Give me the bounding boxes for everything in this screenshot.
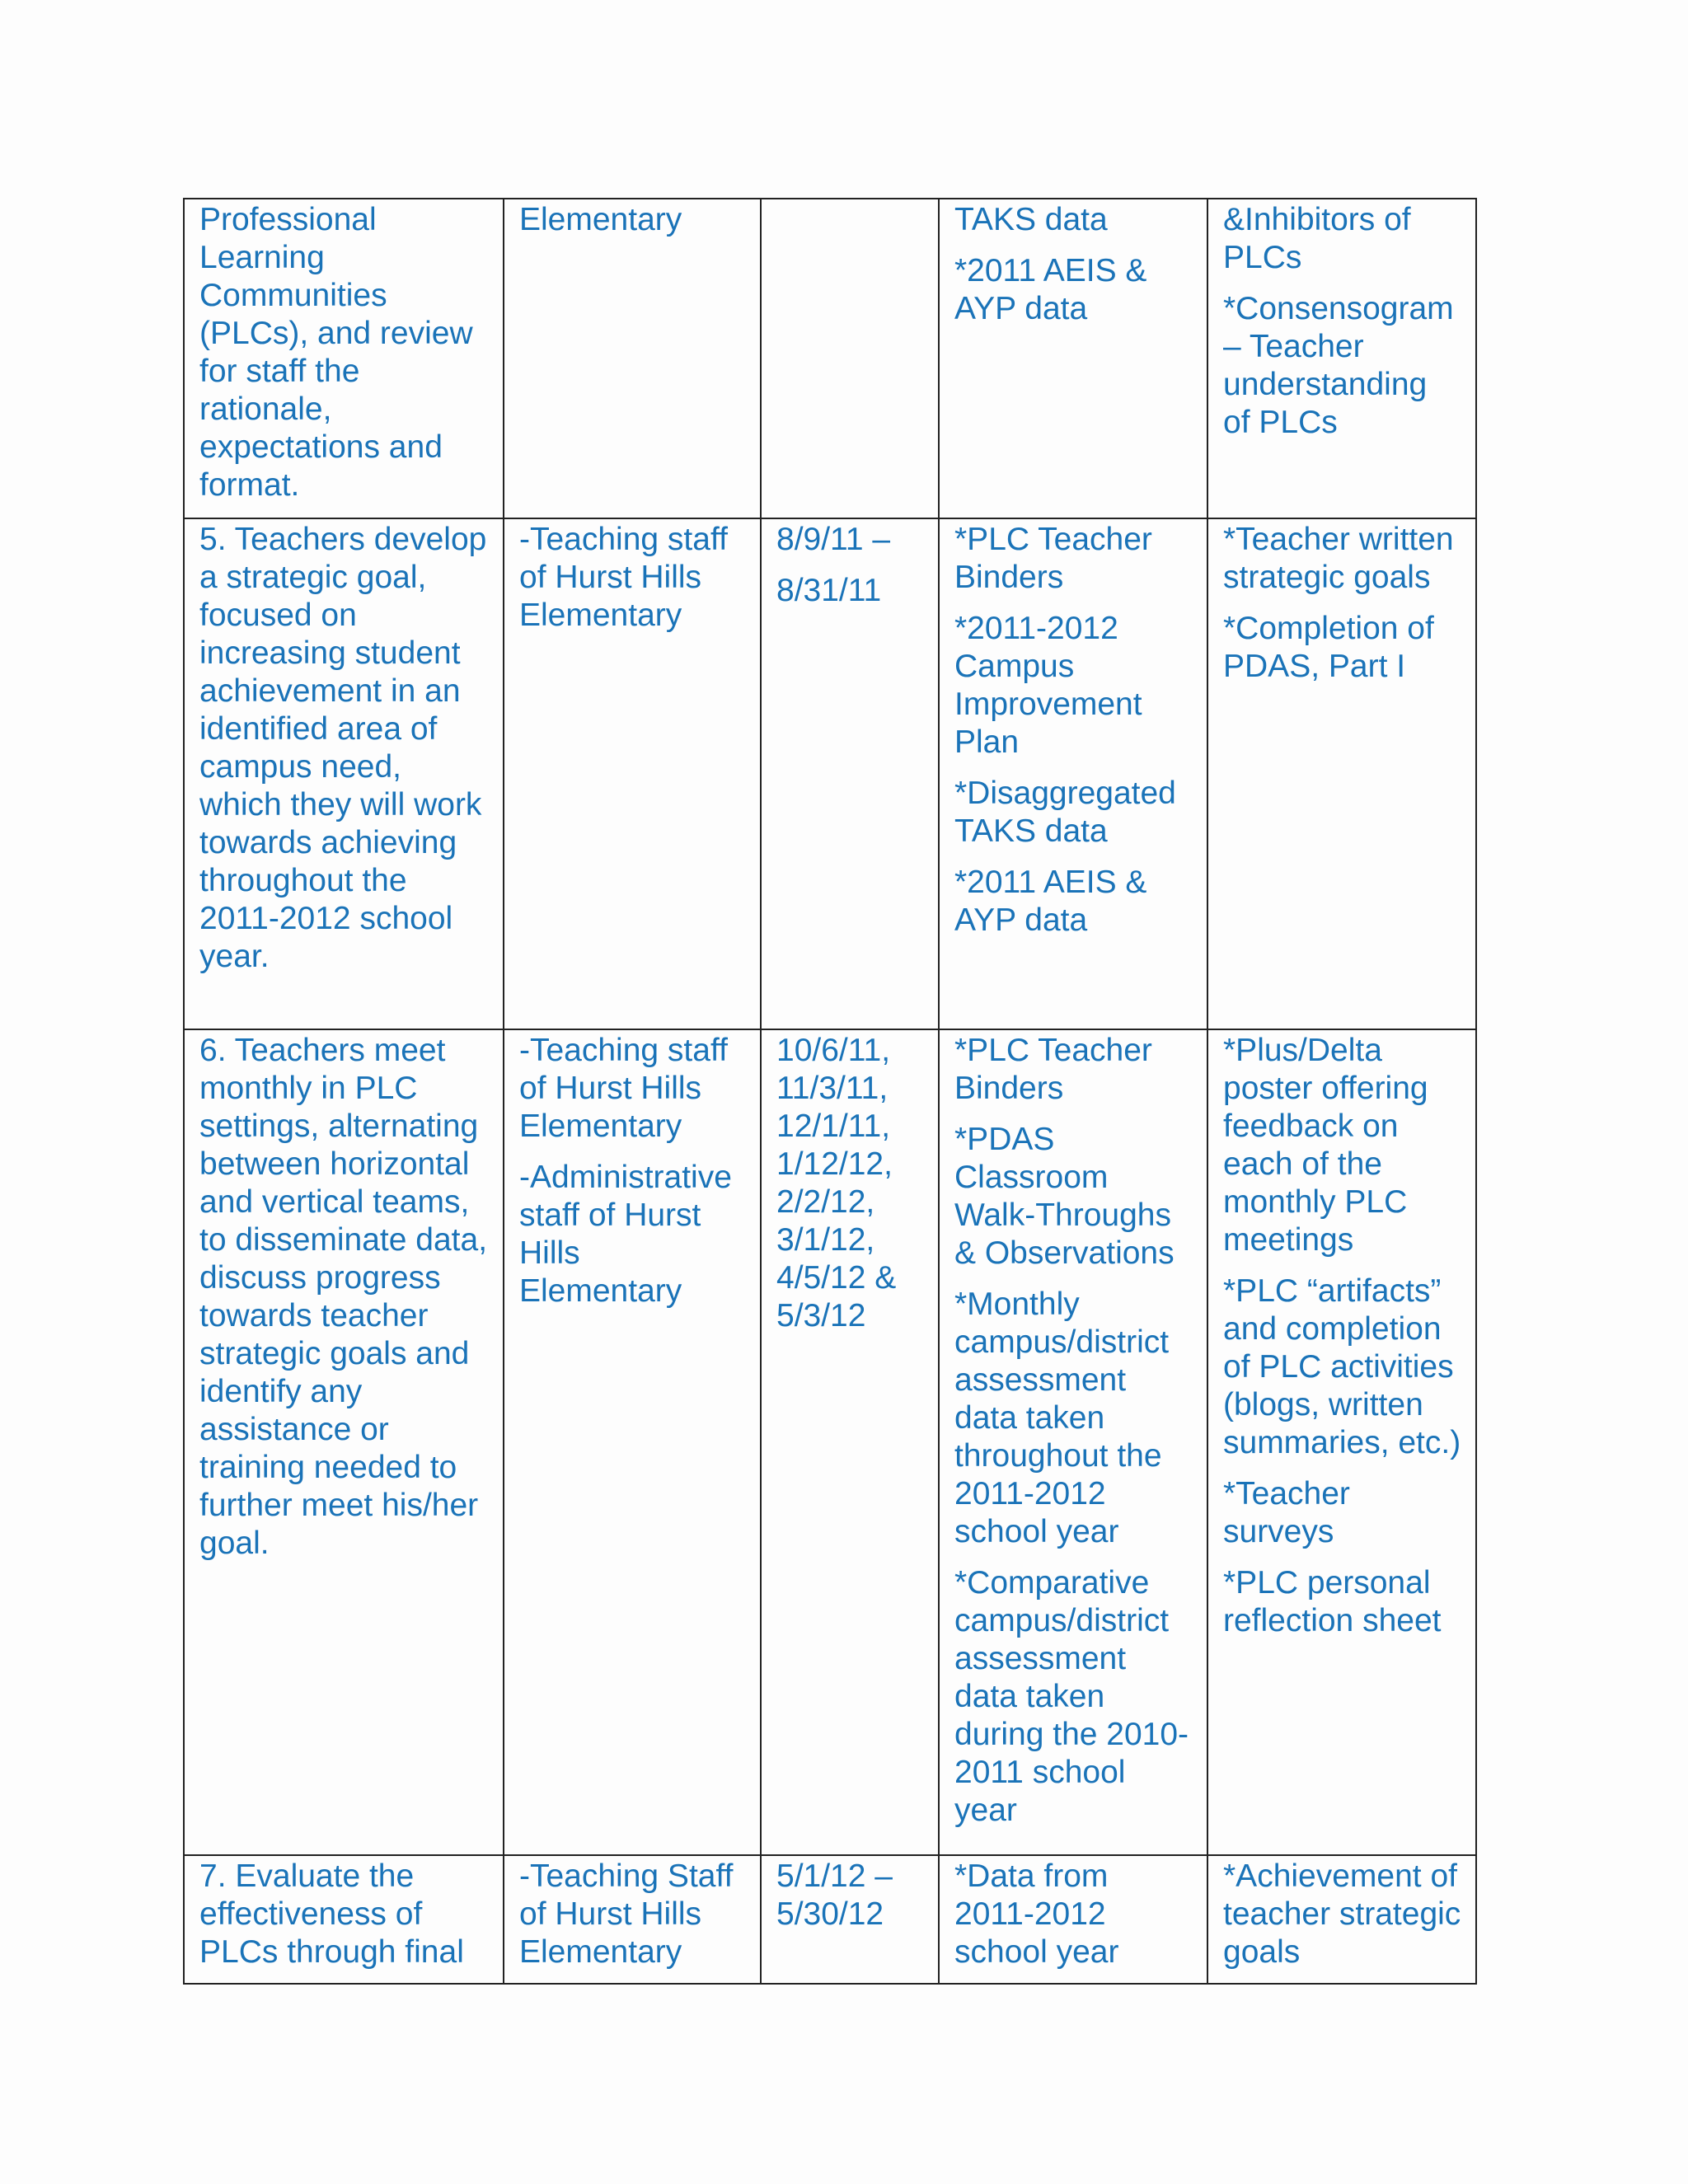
evaluation-cell: [1207, 1855, 1476, 1984]
cell-paragraph: *Monthly campus/district assessment data taken throughout the 2011-2012 school year: [954, 1286, 1170, 1549]
cell-paragraph: -Teaching staff of Hurst Hills Elementary: [519, 1033, 728, 1144]
cell-paragraph: 5/1/12 – 5/30/12: [776, 1858, 893, 1932]
cell-paragraph: 6. Teachers meet monthly in PLC settings, alternating between horizontal and vertical teams, to disseminate data, discuss progress towards teacher strategic goals and identify any assistance or training needed to further meet his/her goal.: [199, 1033, 488, 1561]
evaluation-cell: [1207, 199, 1476, 518]
cell-paragraph: 5. Teachers develop a strategic goal, focused on increasing student achievement in an identified area of campus need, which they will work towards achieving throughout the 2011-2012 school year.: [199, 522, 487, 974]
timeline-cell: [761, 1855, 939, 1984]
cell-paragraph: *PLC “artifacts” and completion of PLC activities (blogs, written summaries, etc.): [1223, 1273, 1461, 1460]
cell-paragraph: *PLC Teacher Binders: [954, 522, 1152, 595]
staff-cell: [504, 518, 761, 1029]
table-row: [184, 1855, 1476, 1984]
cell-paragraph: *PLC personal reflection sheet: [1223, 1565, 1442, 1638]
cell-paragraph: *Plus/Delta poster offering feedback on each of the monthly PLC meetings: [1223, 1033, 1428, 1258]
staff-cell: [504, 1029, 761, 1855]
evaluation-cell: [1207, 518, 1476, 1029]
cell-paragraph: -Administrative staff of Hurst Hills Elementary: [519, 1160, 732, 1309]
cell-paragraph: 8/9/11 –: [776, 522, 891, 557]
cell-paragraph: *2011-2012 Campus Improvement Plan: [954, 611, 1142, 760]
table-row: [184, 518, 1476, 1029]
cell-paragraph: *2011 AEIS & AYP data: [954, 865, 1147, 938]
cell-paragraph: *Disaggregated TAKS data: [954, 776, 1176, 849]
cell-paragraph: 7. Evaluate the effectiveness of PLCs through final: [199, 1858, 464, 1970]
staff-cell: [504, 1855, 761, 1984]
timeline-cell: [761, 199, 939, 518]
cell-paragraph: -Teaching staff of Hurst Hills Elementary: [519, 522, 728, 633]
staff-cell: [504, 199, 761, 518]
resources-cell: [939, 199, 1207, 518]
objective-cell: [184, 199, 504, 518]
cell-paragraph: *2011 AEIS & AYP data: [954, 253, 1147, 326]
cell-paragraph: *Consensogram – Teacher understanding of PLCs: [1223, 291, 1454, 440]
cell-paragraph: 8/31/11: [776, 573, 882, 608]
cell-paragraph: Elementary: [519, 202, 682, 237]
cell-paragraph: *PLC Teacher Binders: [954, 1033, 1152, 1106]
action-plan-table: [183, 198, 1477, 1985]
cell-paragraph: *PDAS Classroom Walk-Throughs & Observations: [954, 1122, 1175, 1271]
objective-cell: [184, 518, 504, 1029]
resources-cell: [939, 1029, 1207, 1855]
timeline-cell: [761, 1029, 939, 1855]
objective-cell: [184, 1029, 504, 1855]
cell-paragraph: &Inhibitors of PLCs: [1223, 202, 1411, 275]
resources-cell: [939, 1855, 1207, 1984]
objective-cell: [184, 1855, 504, 1984]
cell-paragraph: Professional Learning Communities (PLCs), and review for staff the rationale, expectations and format.: [199, 202, 473, 503]
cell-paragraph: *Data from 2011-2012 school year: [954, 1858, 1119, 1970]
cell-paragraph: 10/6/11, 11/3/11, 12/1/11, 1/12/12, 2/2/12, 3/1/12, 4/5/12 & 5/3/12: [776, 1033, 897, 1333]
cell-paragraph: *Teacher surveys: [1223, 1476, 1350, 1549]
resources-cell: [939, 518, 1207, 1029]
cell-paragraph: *Achievement of teacher strategic goals: [1223, 1858, 1461, 1970]
cell-paragraph: *Completion of PDAS, Part I: [1223, 611, 1434, 684]
cell-paragraph: *Teacher written strategic goals: [1223, 522, 1454, 595]
timeline-cell: [761, 518, 939, 1029]
table-body: [184, 199, 1476, 1984]
cell-paragraph: -Teaching Staff of Hurst Hills Elementary: [519, 1858, 734, 1970]
table-row: [184, 199, 1476, 518]
cell-paragraph: TAKS data: [954, 202, 1108, 237]
table-row: [184, 1029, 1476, 1855]
evaluation-cell: [1207, 1029, 1476, 1855]
cell-paragraph: *Comparative campus/district assessment data taken during the 2010-2011 school year: [954, 1565, 1189, 1828]
